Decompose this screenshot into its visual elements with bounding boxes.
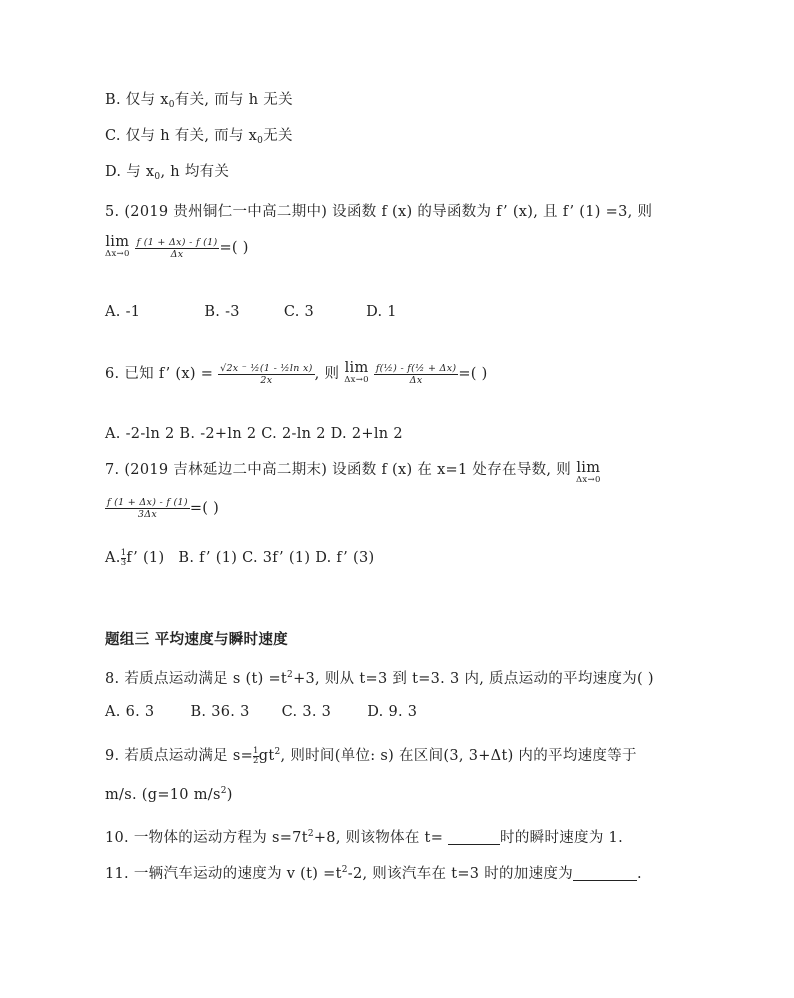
denominator: 2x xyxy=(260,374,273,386)
option-a-label: A. xyxy=(105,550,121,566)
derivative-expression xyxy=(218,363,315,386)
lim-word: lim xyxy=(576,460,601,476)
numerator: 1 xyxy=(120,547,127,558)
lim-subscript: Δx→0 xyxy=(344,375,369,385)
denominator: 2 xyxy=(253,755,259,766)
question-5-limit xyxy=(105,236,249,260)
question-6 xyxy=(105,362,488,386)
question-9-text: , 则时间(单位: s) 在区间(3, 3+Δt) 内的平均速度等于 xyxy=(280,748,637,764)
question-5-stem: 5. (2019 贵州铜仁一中高二期中) 设函数 f (x) 的导函数为 f’ (x), 且 f’ (1) =3, 则 xyxy=(105,204,653,220)
option-c: C. 3 xyxy=(283,304,315,320)
question-10-text: 10. 一物体的运动方程为 s=7t xyxy=(105,830,308,846)
question-6-lead: 6. 已知 f’ (x) = xyxy=(105,366,214,382)
denominator: Δx xyxy=(409,374,423,386)
question-6-options: A. -2-ln 2 B. -2+ln 2 C. 2-ln 2 D. 2+ln 2 xyxy=(105,426,403,442)
option-a: A. -1 xyxy=(105,304,141,320)
question-8-text: 8. 若质点运动满足 s (t) =t xyxy=(105,671,288,687)
subscript: 0 xyxy=(257,136,264,146)
option-text: 有关, 而与 h 无关 xyxy=(174,92,293,108)
difference-quotient xyxy=(374,363,459,386)
options-b-to-d: B. f’ (1) C. 3f’ (1) D. f’ (3) xyxy=(178,550,375,566)
option-b: B. -3 xyxy=(204,304,240,320)
numerator: f (1 + Δx) - f (1) xyxy=(136,236,218,248)
difference-quotient xyxy=(105,497,190,520)
option-d: D. 1 xyxy=(366,304,397,320)
option-c-prev xyxy=(105,126,293,151)
option-text: , h 均有关 xyxy=(160,164,230,180)
difference-quotient xyxy=(135,237,220,260)
question-9-text: ) xyxy=(226,787,233,803)
option-text: 无关 xyxy=(263,128,293,144)
question-11 xyxy=(105,860,642,884)
numerator: 1 xyxy=(253,745,259,756)
question-11-text: 11. 一辆汽车运动的速度为 v (t) =t xyxy=(105,866,342,882)
option-d: D. 9. 3 xyxy=(367,704,418,720)
lim-word: lim xyxy=(344,360,369,376)
question-7-options xyxy=(105,548,374,568)
question-8-options xyxy=(105,702,417,722)
lim-subscript: Δx→0 xyxy=(105,249,130,259)
question-8-text: +3, 则从 t=3 到 t=3. 3 内, 质点运动的平均速度为( ) xyxy=(293,671,654,687)
denominator: Δx xyxy=(170,248,184,260)
option-c: C. 3. 3 xyxy=(281,704,332,720)
option-d-prev xyxy=(105,162,229,187)
question-5-options xyxy=(105,302,397,322)
question-10 xyxy=(105,824,623,848)
question-9-text: 9. 若质点运动满足 s= xyxy=(105,748,254,764)
subscript: 0 xyxy=(168,100,175,110)
option-text: C. 仅与 h 有关, 而与 x xyxy=(105,128,258,144)
limit-symbol xyxy=(105,236,130,260)
subscript: 0 xyxy=(154,172,161,182)
answer-bracket: =( ) xyxy=(219,240,249,256)
superscript: 2 xyxy=(341,865,348,875)
question-8-stem xyxy=(105,665,654,689)
question-7-fraction xyxy=(105,497,219,520)
option-text: D. 与 x xyxy=(105,164,155,180)
lim-word: lim xyxy=(105,234,130,250)
question-10-text: +8, 则该物体在 t= xyxy=(313,830,449,846)
answer-blank[interactable] xyxy=(573,864,637,881)
limit-symbol xyxy=(576,462,601,486)
question-9-line2 xyxy=(105,781,233,805)
numerator: √2x ⁻ ½(1 - ½ln x) xyxy=(220,362,313,374)
question-9-text: m/s. (g=10 m/s xyxy=(105,787,221,803)
superscript: 2 xyxy=(220,786,227,796)
option-b: B. 36. 3 xyxy=(190,704,250,720)
numerator: f (1 + Δx) - f (1) xyxy=(107,497,188,508)
numerator: f(½) - f(½ + Δx) xyxy=(375,362,457,374)
option-text: B. 仅与 x xyxy=(105,92,169,108)
superscript: 2 xyxy=(274,747,281,757)
option-b-prev xyxy=(105,90,293,115)
answer-bracket: =( ) xyxy=(458,366,488,382)
question-9-text: gt xyxy=(258,748,275,764)
answer-blank[interactable] xyxy=(448,828,500,845)
denominator: 3Δx xyxy=(137,509,158,520)
option-a: A. 6. 3 xyxy=(105,704,155,720)
denominator: 3 xyxy=(120,557,127,568)
answer-bracket: =( ) xyxy=(189,500,220,517)
superscript: 2 xyxy=(287,670,294,680)
question-7-text: 7. (2019 吉林延边二中高二期末) 设函数 f (x) 在 x=1 处存在导数, 则 xyxy=(105,462,572,478)
option-a-text: f’ (1) xyxy=(126,550,165,566)
group-3-heading: 题组三 平均速度与瞬时速度 xyxy=(105,632,288,648)
lim-subscript: Δx→0 xyxy=(575,475,601,485)
question-9-stem xyxy=(105,742,637,766)
superscript: 2 xyxy=(307,829,314,839)
question-11-text: . xyxy=(637,866,642,882)
question-10-text: 时的瞬时速度为 1. xyxy=(500,830,623,846)
question-11-text: -2, 则该汽车在 t=3 时的加速度为 xyxy=(347,866,574,882)
limit-symbol xyxy=(344,362,369,386)
question-6-mid: , 则 xyxy=(314,366,340,382)
question-7-stem xyxy=(105,460,601,486)
